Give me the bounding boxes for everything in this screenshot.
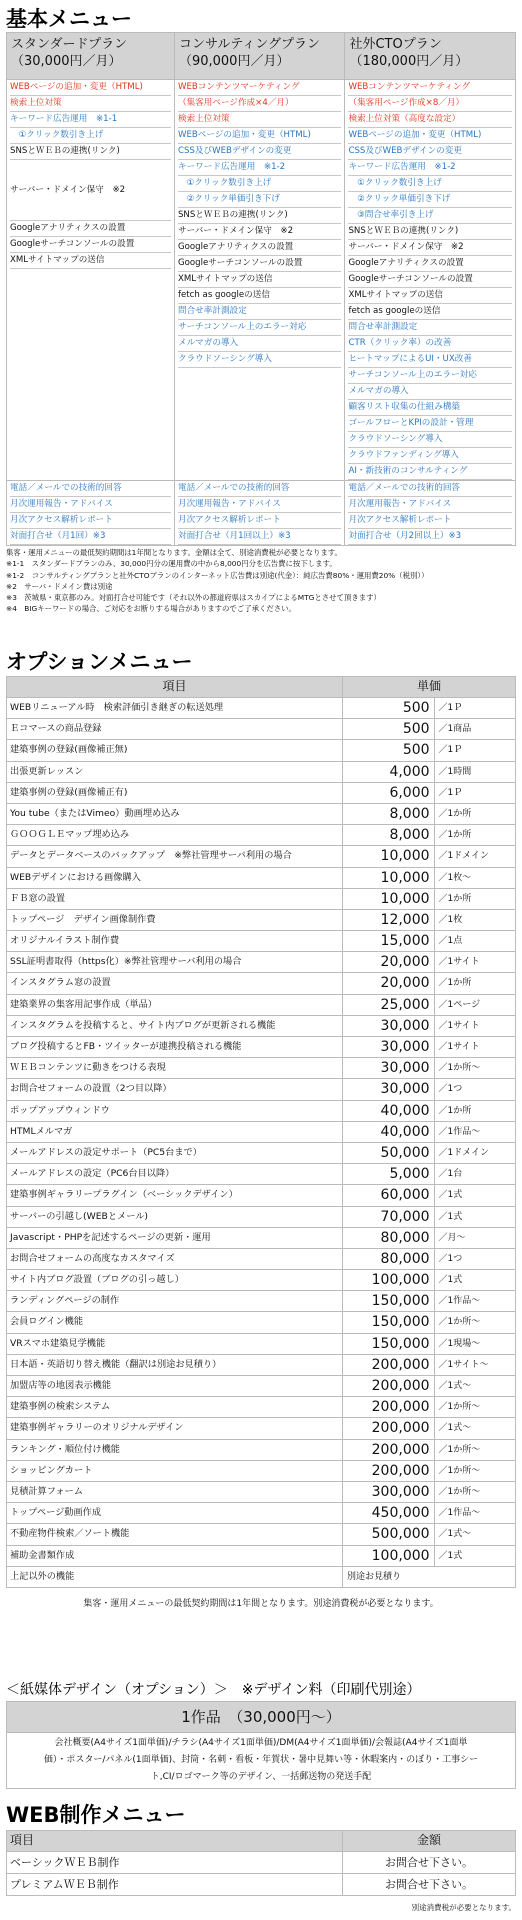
- option-unit: ／1か所～: [434, 1460, 515, 1481]
- table-row: [7, 1185, 516, 1206]
- option-price: 25,000: [342, 994, 434, 1015]
- option-unit: ／1式: [434, 1206, 515, 1227]
- option-price: 500: [342, 698, 434, 719]
- option-price: 8,000: [342, 803, 434, 824]
- plan-feature-item: AI・新技術のコンサルティング: [348, 464, 512, 480]
- option-price: 500,000: [342, 1524, 434, 1545]
- note-line: ※2 サーバ・ドメイン費は別途: [6, 581, 113, 591]
- table-row: [7, 1481, 516, 1502]
- plan-feature-item: SNSとＷＥＢの連携(リンク): [10, 144, 171, 160]
- option-item: ショッピングカート: [7, 1460, 343, 1481]
- option-item: 日本語・英語切り替え機能（翻訳は別途お見積り）: [7, 1354, 343, 1375]
- table-row: [7, 909, 516, 930]
- option-price: 300,000: [342, 1481, 434, 1502]
- option-item: 建築事例の検索システム: [7, 1397, 343, 1418]
- option-item: 上記以外の機能: [7, 1566, 343, 1587]
- option-item: ブログ投稿するとFB・ツイッターが連携投稿される機能: [7, 1037, 343, 1058]
- option-item: Ｅコマースの商品登録: [7, 719, 343, 740]
- option-item: VRスマホ建築見学機能: [7, 1333, 343, 1354]
- option-price: 200,000: [342, 1460, 434, 1481]
- plan-support-item: 月次アクセス解析レポート: [348, 513, 512, 529]
- option-price: 100,000: [342, 1545, 434, 1566]
- plan-feature-item: キーワード広告運用 ※1-2: [178, 160, 342, 176]
- plan-feature-item: WEBページの追加・変更（HTML): [178, 128, 342, 144]
- option-price: 30,000: [342, 1058, 434, 1079]
- plan-feature-item: Googleアナリティクスの設置: [348, 256, 512, 272]
- option-unit: ／1つ: [434, 1079, 515, 1100]
- option-menu-title: オプションメニュー: [6, 650, 193, 674]
- plan-feature-item: XMLサイトマップの送信: [348, 288, 512, 304]
- plan-feature-item: ②クリック単価引き下げ: [348, 192, 512, 208]
- plan-consulting-support: [174, 481, 345, 546]
- plan-feature-item: （集客用ページ作成×4／月）: [178, 96, 342, 112]
- note-line: ※4 BIGキーワードの場合、ご対応をお断りする場合がありますのでご了承ください。: [6, 604, 296, 614]
- option-item: インスタグラムを投稿すると、サイト内ブログが更新される機能: [7, 1015, 343, 1036]
- plan-support-item: 電話／メールでの技術的回答: [178, 481, 342, 497]
- option-price: 200,000: [342, 1439, 434, 1460]
- plan-feature-item: ①クリック数引き上げ: [10, 128, 171, 144]
- web-price: お問合せ下さい。: [342, 1874, 515, 1896]
- web-price: お問合せ下さい。: [342, 1852, 515, 1874]
- table-row: [7, 994, 516, 1015]
- table-row: [7, 1397, 516, 1418]
- option-item: 建築業界の集客用記事作成（単品）: [7, 994, 343, 1015]
- plan-feature-item: ゴールフローとKPIの設計・管理: [348, 416, 512, 432]
- option-item: オリジナルイラスト制作費: [7, 931, 343, 952]
- plan-standard-features: [7, 80, 175, 481]
- option-item: SSL証明書取得（https化）※弊社管理サーバ利用の場合: [7, 952, 343, 973]
- plan-feature-item: 検索上位対策: [10, 96, 171, 112]
- plan-support-item: 月次アクセス解析レポート: [10, 513, 171, 529]
- table-row: [7, 1164, 516, 1185]
- option-item: お問合せフォームの高度なカスタマイズ: [7, 1248, 343, 1269]
- option-item: 不動産物件検索／ソート機能: [7, 1524, 343, 1545]
- option-item: 補助金書類作成: [7, 1545, 343, 1566]
- option-unit: ／1点: [434, 931, 515, 952]
- plan-feature-item: メルマガの導入: [178, 336, 342, 352]
- option-item: WEBデザインにおける画像購入: [7, 867, 343, 888]
- option-unit: ／月～: [434, 1227, 515, 1248]
- plan-feature-item: WEBページの追加・変更（HTML): [348, 128, 512, 144]
- option-item: 建築事例ギャラリーのオリジナルデザイン: [7, 1418, 343, 1439]
- table-row: [7, 1460, 516, 1481]
- option-unit: ／1式～: [434, 1524, 515, 1545]
- option-col-price-header: 単価: [342, 677, 515, 698]
- plan-feature-item: 検索上位対策（高度な設定）: [348, 112, 512, 128]
- table-row: [7, 1312, 516, 1333]
- plan-feature-item: ヒートマップによるUI・UX改善: [348, 352, 512, 368]
- plan-feature-item: CTR（クリック率）の改善: [348, 336, 512, 352]
- web-item: ベーシックＷＥＢ制作: [7, 1852, 343, 1874]
- plan-feature-item: WEBコンテンツマーケティング: [348, 80, 512, 96]
- table-row: [7, 740, 516, 761]
- option-unit: ／1現場～: [434, 1333, 515, 1354]
- option-item: ランディングページの制作: [7, 1291, 343, 1312]
- table-row: [7, 1079, 516, 1100]
- option-price: 30,000: [342, 1079, 434, 1100]
- option-unit: ／1ドメイン: [434, 1142, 515, 1163]
- option-unit: ／1サイト: [434, 952, 515, 973]
- table-row: [7, 1206, 516, 1227]
- table-row: [7, 931, 516, 952]
- option-unit: ／1台: [434, 1164, 515, 1185]
- option-price: 60,000: [342, 1185, 434, 1206]
- option-price: 5,000: [342, 1164, 434, 1185]
- option-unit: ／1枚～: [434, 867, 515, 888]
- option-unit: ／1商品: [434, 719, 515, 740]
- plan-feature-item: 顧客リスト収集の仕組み構築: [348, 400, 512, 416]
- plan-feature-item: （集客用ページ作成×8／月）: [348, 96, 512, 112]
- option-unit: ／1か所～: [434, 1312, 515, 1333]
- option-item: 見積計算フォーム: [7, 1481, 343, 1502]
- table-row: [7, 719, 516, 740]
- option-unit: ／1作品～: [434, 1291, 515, 1312]
- plan-feature-item: SNSとＷＥＢの連携(リンク): [348, 224, 512, 240]
- option-unit: 別途お見積り: [342, 1566, 515, 1587]
- option-price: 30,000: [342, 1037, 434, 1058]
- plan-feature-item: WEBページの追加・変更（HTML): [10, 80, 171, 96]
- plan-feature-item: クラウドソーシング導入: [348, 432, 512, 448]
- plan-feature-item: Googleアナリティクスの設置: [178, 240, 342, 256]
- plan-feature-item: CSS及びWEBデザインの変更: [178, 144, 342, 160]
- option-item: ＷＥＢコンテンツに動きをつける表現: [7, 1058, 343, 1079]
- plan-feature-item: XMLサイトマップの送信: [10, 253, 171, 269]
- plan-feature-item: XMLサイトマップの送信: [178, 272, 342, 288]
- table-row: [7, 825, 516, 846]
- option-unit: ／1Ｐ: [434, 698, 515, 719]
- option-item: トップページ動画作成: [7, 1503, 343, 1524]
- option-unit: ／1か所～: [434, 1481, 515, 1502]
- option-unit: ／1ドメイン: [434, 846, 515, 867]
- table-row: [7, 1566, 516, 1587]
- plan-feature-item: ③問合せ率引き上げ: [348, 208, 512, 224]
- option-item: 建築事例の登録(画像補正無): [7, 740, 343, 761]
- plan-feature-item: WEBコンテンツマーケティング: [178, 80, 342, 96]
- option-unit: ／1か所: [434, 1100, 515, 1121]
- plan-feature-item: メルマガの導入: [348, 384, 512, 400]
- plan-cto-features: [345, 80, 516, 481]
- web-menu-note: 別途消費税が必要となります。: [411, 1903, 516, 1912]
- plan-feature-item: 問合せ率計測設定: [348, 320, 512, 336]
- plan-support-item: 対面打合せ（月2回以上）※3: [348, 529, 512, 545]
- option-col-item-header: 項目: [7, 677, 343, 698]
- option-unit: ／1か所: [434, 803, 515, 824]
- plan-feature-item: Googleサーチコンソールの設置: [10, 237, 171, 253]
- table-row: [7, 1291, 516, 1312]
- option-unit: ／1式: [434, 1545, 515, 1566]
- web-col-item-header: 項目: [7, 1831, 343, 1852]
- option-price: 70,000: [342, 1206, 434, 1227]
- plan-feature-item: サーチコンソール上のエラー対応: [178, 320, 342, 336]
- option-price: 20,000: [342, 973, 434, 994]
- option-unit: ／1Ｐ: [434, 782, 515, 803]
- option-item: You tube（またはVimeo）動画埋め込み: [7, 803, 343, 824]
- option-item: WEBリニューアル時 検索評価引き継ぎの転送処理: [7, 698, 343, 719]
- plan-feature-item: サーバー・ドメイン保守 ※2: [10, 160, 171, 221]
- option-price: 80,000: [342, 1227, 434, 1248]
- option-price: 150,000: [342, 1333, 434, 1354]
- table-row: [7, 1376, 516, 1397]
- option-item: サーバーの引越し(WEBとメール): [7, 1206, 343, 1227]
- plan-feature-item: CSS及びWEBデザインの変更: [348, 144, 512, 160]
- plan-standard-header: スタンダードプラン （30,000円／月）: [7, 33, 175, 80]
- plan-support-item: 月次運用報告・アドバイス: [348, 497, 512, 513]
- plan-feature-item: サーバー・ドメイン保守 ※2: [348, 240, 512, 256]
- table-row: [7, 1439, 516, 1460]
- web-col-price-header: 金額: [342, 1831, 515, 1852]
- table-row: [7, 1227, 516, 1248]
- option-price: 8,000: [342, 825, 434, 846]
- plan-feature-item: Googleサーチコンソールの設置: [178, 256, 342, 272]
- option-item: 出張更新レッスン: [7, 761, 343, 782]
- paper-design-description: 会社概要(A4サイズ1面単価)/チラシ(A4サイズ1面単価)/DM(A4サイズ1面単価)/会報誌(A4サイズ1面単 価）・ポスター/パネル(1面単価)、封筒・名刺・看板・年賀状・暑中見舞い等・休暇案内・のぼり・工事シー ト,CI/ロゴマーク等のデザイン、一括郵送物の発送手配: [6, 1733, 516, 1789]
- option-unit: ／1か所～: [434, 1439, 515, 1460]
- paper-design-title: ＜紙媒体デザイン（オプション）＞ ※デザイン料（印刷代別途）: [6, 1682, 421, 1698]
- note-line: ※1-2 コンサルティングプランと社外CTOプランのインターネット広告費は別途(代金）：純広告費80%・運用費20%（税別））: [6, 570, 429, 580]
- table-row: [7, 1418, 516, 1439]
- basic-menu-title: 基本メニュー: [6, 7, 132, 31]
- option-unit: ／1サイト～: [434, 1354, 515, 1375]
- option-price: 4,000: [342, 761, 434, 782]
- table-row: [7, 888, 516, 909]
- plan-support-item: 月次運用報告・アドバイス: [10, 497, 171, 513]
- option-item: ランキング・順位付け機能: [7, 1439, 343, 1460]
- basic-menu-table: [6, 32, 516, 546]
- option-menu-section: [6, 648, 516, 1609]
- plan-support-item: 対面打合せ（月1回）※3: [10, 529, 171, 545]
- note-line: 集客・運用メニューの最低契約期間は1年間となります。金額は全て、別途消費税が必要となります。: [6, 548, 342, 557]
- plan-feature-item: ①クリック数引き上げ: [178, 176, 342, 192]
- plan-feature-item: クラウドソーシング導入: [178, 352, 342, 368]
- option-price: 40,000: [342, 1100, 434, 1121]
- table-row: [7, 1037, 516, 1058]
- plan-feature-item: キーワード広告運用 ※1-2: [348, 160, 512, 176]
- option-item: ＧＯＯＧＬＥマップ埋め込み: [7, 825, 343, 846]
- option-item: インスタグラム窓の設置: [7, 973, 343, 994]
- option-item: データとデータベースのバックアップ ※弊社管理サーバ利用の場合: [7, 846, 343, 867]
- note-line: ※3 茨城県・東京都のみ。対面打合せ可能です（それ以外の都道府県はスカイプによるMTGとさせて頂きます）: [6, 593, 381, 603]
- option-unit: ／1か所～: [434, 1397, 515, 1418]
- option-unit: ／1式: [434, 1270, 515, 1291]
- table-row: [7, 1270, 516, 1291]
- plan-support-item: 月次運用報告・アドバイス: [178, 497, 342, 513]
- table-row: [7, 803, 516, 824]
- table-row: [7, 782, 516, 803]
- option-price: 200,000: [342, 1418, 434, 1439]
- plan-standard-support: [7, 481, 175, 546]
- option-unit: ／1サイト: [434, 1037, 515, 1058]
- option-price: 80,000: [342, 1248, 434, 1269]
- plan-consulting-features: [174, 80, 345, 481]
- table-row: [7, 973, 516, 994]
- paper-design-price: 1作品 （30,000円～）: [6, 1701, 516, 1733]
- plan-feature-item: Googleサーチコンソールの設置: [348, 272, 512, 288]
- plan-feature-item: SNSとＷＥＢの連携(リンク): [178, 208, 342, 224]
- option-item: 加盟店等の地図表示機能: [7, 1376, 343, 1397]
- option-price: 100,000: [342, 1270, 434, 1291]
- option-price: 40,000: [342, 1121, 434, 1142]
- web-item: プレミアムＷＥＢ制作: [7, 1874, 343, 1896]
- option-unit: ／1サイト: [434, 1015, 515, 1036]
- plan-feature-item: ①クリック数引き上げ: [348, 176, 512, 192]
- option-unit: ／1作品～: [434, 1503, 515, 1524]
- option-price: 500: [342, 719, 434, 740]
- web-menu-title: WEB制作メニュー: [6, 1803, 186, 1827]
- option-unit: ／1か所～: [434, 1058, 515, 1079]
- basic-menu-notes: [6, 547, 516, 615]
- option-unit: ／1か所: [434, 825, 515, 846]
- option-unit: ／1か所: [434, 973, 515, 994]
- option-unit: ／1式～: [434, 1418, 515, 1439]
- option-menu-note: 集客・運用メニューの最低契約期間は1年間となります。別途消費税が必要となります。: [83, 1598, 439, 1609]
- option-menu-table: [6, 676, 516, 1588]
- table-row: [7, 952, 516, 973]
- plan-feature-item: サーバー・ドメイン保守 ※2: [178, 224, 342, 240]
- option-item: 建築事例の登録(画像補正有): [7, 782, 343, 803]
- table-row: [7, 1248, 516, 1269]
- table-row: [7, 1142, 516, 1163]
- option-unit: ／1時間: [434, 761, 515, 782]
- plan-support-item: 月次アクセス解析レポート: [178, 513, 342, 529]
- web-menu-section: [6, 1800, 516, 1913]
- table-row: [7, 1015, 516, 1036]
- plan-feature-item: ②クリック単価引き下げ: [178, 192, 342, 208]
- option-price: 200,000: [342, 1376, 434, 1397]
- option-price: 150,000: [342, 1291, 434, 1312]
- option-item: ＦＢ窓の設置: [7, 888, 343, 909]
- option-unit: ／1か所: [434, 888, 515, 909]
- option-unit: ／1枚: [434, 909, 515, 930]
- table-row: [7, 846, 516, 867]
- table-row: [7, 1333, 516, 1354]
- plan-feature-item: サーチコンソール上のエラー対応: [348, 368, 512, 384]
- plan-support-item: 電話／メールでの技術的回答: [348, 481, 512, 497]
- plan-feature-item: fetch as googleの送信: [178, 288, 342, 304]
- option-item: 会員ログイン機能: [7, 1312, 343, 1333]
- option-price: 200,000: [342, 1354, 434, 1375]
- option-price: 12,000: [342, 909, 434, 930]
- table-row: [7, 1852, 516, 1874]
- table-row: [7, 1874, 516, 1896]
- option-price: 150,000: [342, 1312, 434, 1333]
- option-price: 200,000: [342, 1397, 434, 1418]
- option-price: 450,000: [342, 1503, 434, 1524]
- plan-feature-item: Googleアナリティクスの設置: [10, 221, 171, 237]
- option-item: ポップアップウィンドウ: [7, 1100, 343, 1121]
- option-item: メールアドレスの設定サポート（PC5台まで）: [7, 1142, 343, 1163]
- option-price: 10,000: [342, 867, 434, 888]
- table-row: [7, 1058, 516, 1079]
- option-item: メールアドレスの設定（PC6台目以降）: [7, 1164, 343, 1185]
- paper-design-section: [6, 1679, 516, 1789]
- option-unit: ／1作品～: [434, 1121, 515, 1142]
- table-row: [7, 1121, 516, 1142]
- option-unit: ／1Ｐ: [434, 740, 515, 761]
- option-item: トップページ デザイン画像制作費: [7, 909, 343, 930]
- option-unit: ／1ページ: [434, 994, 515, 1015]
- option-item: 建築事例ギャラリープラグイン（ベーシックデザイン）: [7, 1185, 343, 1206]
- plan-feature-item: キーワード広告運用 ※1-1: [10, 112, 171, 128]
- plan-cto-support: [345, 481, 516, 546]
- table-row: [7, 761, 516, 782]
- option-item: お問合せフォームの設置（2つ目以降）: [7, 1079, 343, 1100]
- plan-support-item: 対面打合せ（月1回以上）※3: [178, 529, 342, 545]
- plan-support-item: 電話／メールでの技術的回答: [10, 481, 171, 497]
- plan-cto-header: 社外CTOプラン （180,000円／月）: [345, 33, 516, 80]
- table-row: [7, 1100, 516, 1121]
- plan-consulting-header: コンサルティングプラン （90,000円／月）: [174, 33, 345, 80]
- option-price: 15,000: [342, 931, 434, 952]
- option-item: サイト内ブログ設置（ブログの引っ越し）: [7, 1270, 343, 1291]
- option-price: 50,000: [342, 1142, 434, 1163]
- option-item: Javascript・PHPを記述するページの更新・運用: [7, 1227, 343, 1248]
- note-line: ※1-1 スタンダードプランのみ、30,000円分の運用費の中から8,000円分を広告費に按下します。: [6, 559, 337, 569]
- option-unit: ／1式～: [434, 1376, 515, 1397]
- option-unit: ／1つ: [434, 1248, 515, 1269]
- table-row: [7, 1503, 516, 1524]
- table-row: [7, 1545, 516, 1566]
- plan-feature-item: fetch as googleの送信: [348, 304, 512, 320]
- option-price: 20,000: [342, 952, 434, 973]
- option-item: HTMLメルマガ: [7, 1121, 343, 1142]
- table-row: [7, 1354, 516, 1375]
- option-price: 6,000: [342, 782, 434, 803]
- table-row: [7, 867, 516, 888]
- plan-feature-item: 問合せ率計測設定: [178, 304, 342, 320]
- basic-menu-section: [6, 6, 516, 615]
- plan-feature-item: クラウドファンディング導入: [348, 448, 512, 464]
- option-price: 10,000: [342, 888, 434, 909]
- option-price: 30,000: [342, 1015, 434, 1036]
- table-row: [7, 1524, 516, 1545]
- option-price: 500: [342, 740, 434, 761]
- option-price: 10,000: [342, 846, 434, 867]
- table-row: [7, 698, 516, 719]
- option-unit: ／1式: [434, 1185, 515, 1206]
- web-menu-table: [6, 1830, 516, 1896]
- plan-feature-item: 検索上位対策: [178, 112, 342, 128]
